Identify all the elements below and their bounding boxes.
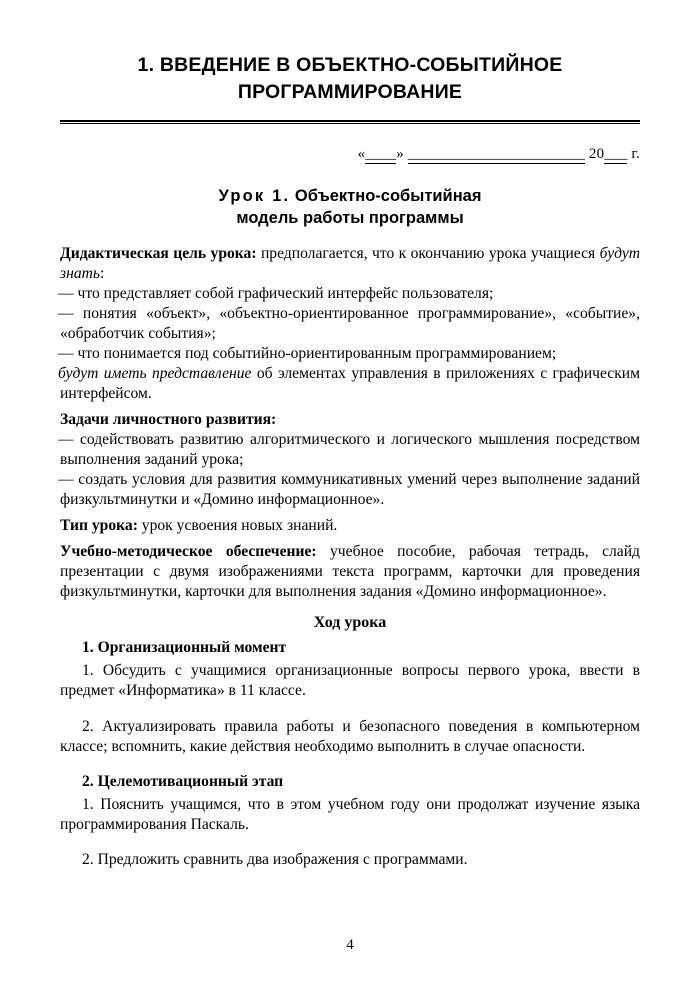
date-month-blank: _______________________ <box>407 145 585 162</box>
page-number: 4 <box>346 937 354 953</box>
date-year-prefix: 20 <box>588 145 605 162</box>
chapter-title: 1. ВВЕДЕНИЕ В ОБЪЕКТНО-СОБЫТИЙНОЕ ПРОГРАММИРОВАНИЕ <box>137 54 563 103</box>
goal-extra <box>60 364 640 404</box>
didactic-goal-italic: будут знать <box>60 244 641 282</box>
title-divider <box>60 120 640 124</box>
lesson-title-line1: Объектно-событийная <box>294 186 482 205</box>
resources-text: учебное пособие, рабочая тетрадь, слайд презентации с двумя изображениями текста программ, карточки для проведения физкультминутки, карточки для выполнения задания «Домино информационное». <box>60 543 640 601</box>
lesson-heading <box>60 186 640 230</box>
personal-development-item-2: — создать условия для развития коммуникативных умений через выполнение заданий физкультминутки и «Домино информационное». <box>58 471 640 509</box>
stage-1-paragraph-1: 1. Обсудить с учащимися организационные вопросы первого урока, ввести в предмет «Информатика» в 11 классе. <box>60 662 640 700</box>
didactic-goal-text: предполагается, что к окончанию урока учащиеся <box>256 244 600 262</box>
stage-1 <box>60 639 640 757</box>
date-year-suffix: г. <box>631 145 640 162</box>
stage-1-paragraph-2: 2. Актуализировать правила работы и безопасного поведения в компьютерном классе; вспомнить, какие действия необходимо выполнить в случае опасности. <box>60 717 640 755</box>
lesson-type-text: урок усвоения новых знаний. <box>137 517 338 535</box>
didactic-goal-paragraph <box>60 244 640 284</box>
lesson-title-line2: модель работы программы <box>236 208 464 227</box>
didactic-goal-label: Дидактическая цель урока: <box>60 244 257 262</box>
date-quote-close: » <box>396 145 404 162</box>
lesson-type-paragraph <box>60 516 640 536</box>
stage-1-title: 1. Организационный момент <box>82 639 287 657</box>
personal-development-item-1: — содействовать развитию алгоритмического и логического мышления посредством выполнения заданий урока; <box>58 430 640 468</box>
stage-2-paragraph-2: 2. Предложить сравнить два изображения с программами. <box>82 851 468 869</box>
lesson-number: Урок 1. <box>218 186 291 205</box>
goal-item-3: — что понимается под событийно-ориентированным программированием; <box>58 344 557 362</box>
didactic-goal-colon: : <box>99 264 105 282</box>
date-year-blank: ___ <box>604 145 628 162</box>
lesson-type-label: Тип урока: <box>60 517 138 535</box>
resources-paragraph <box>60 542 640 602</box>
date-line <box>60 146 640 164</box>
date-day-blank: ____ <box>365 145 397 162</box>
goal-item-2: — понятия «объект», «объектно-ориентированное программирование», «событие», «обработчик события»; <box>58 304 640 342</box>
resources-block <box>60 542 640 602</box>
lesson-type-block <box>60 516 640 536</box>
personal-development-label: Задачи личностного развития: <box>60 410 277 428</box>
date-quote-open: « <box>357 145 366 162</box>
resources-label: Учебно-методическое обеспечение: <box>60 543 317 561</box>
course-heading: Ход урока <box>313 614 387 632</box>
goal-extra-rest: об элементах управления в приложениях с графическим интерфейсом. <box>60 364 640 402</box>
goal-extra-italic: будут иметь представление <box>58 364 252 382</box>
goal-item-1: — что представляет собой графический интерфейс пользователя; <box>58 284 494 302</box>
didactic-goal-block <box>60 244 640 404</box>
stage-2-title: 2. Целемотивационный этап <box>82 772 284 790</box>
personal-development-block <box>60 410 640 510</box>
stage-2-paragraph-1: 1. Пояснить учащимся, что в этом учебном году они продолжат изучение языка программирования Паскаль. <box>60 795 640 833</box>
stage-2 <box>60 773 640 871</box>
